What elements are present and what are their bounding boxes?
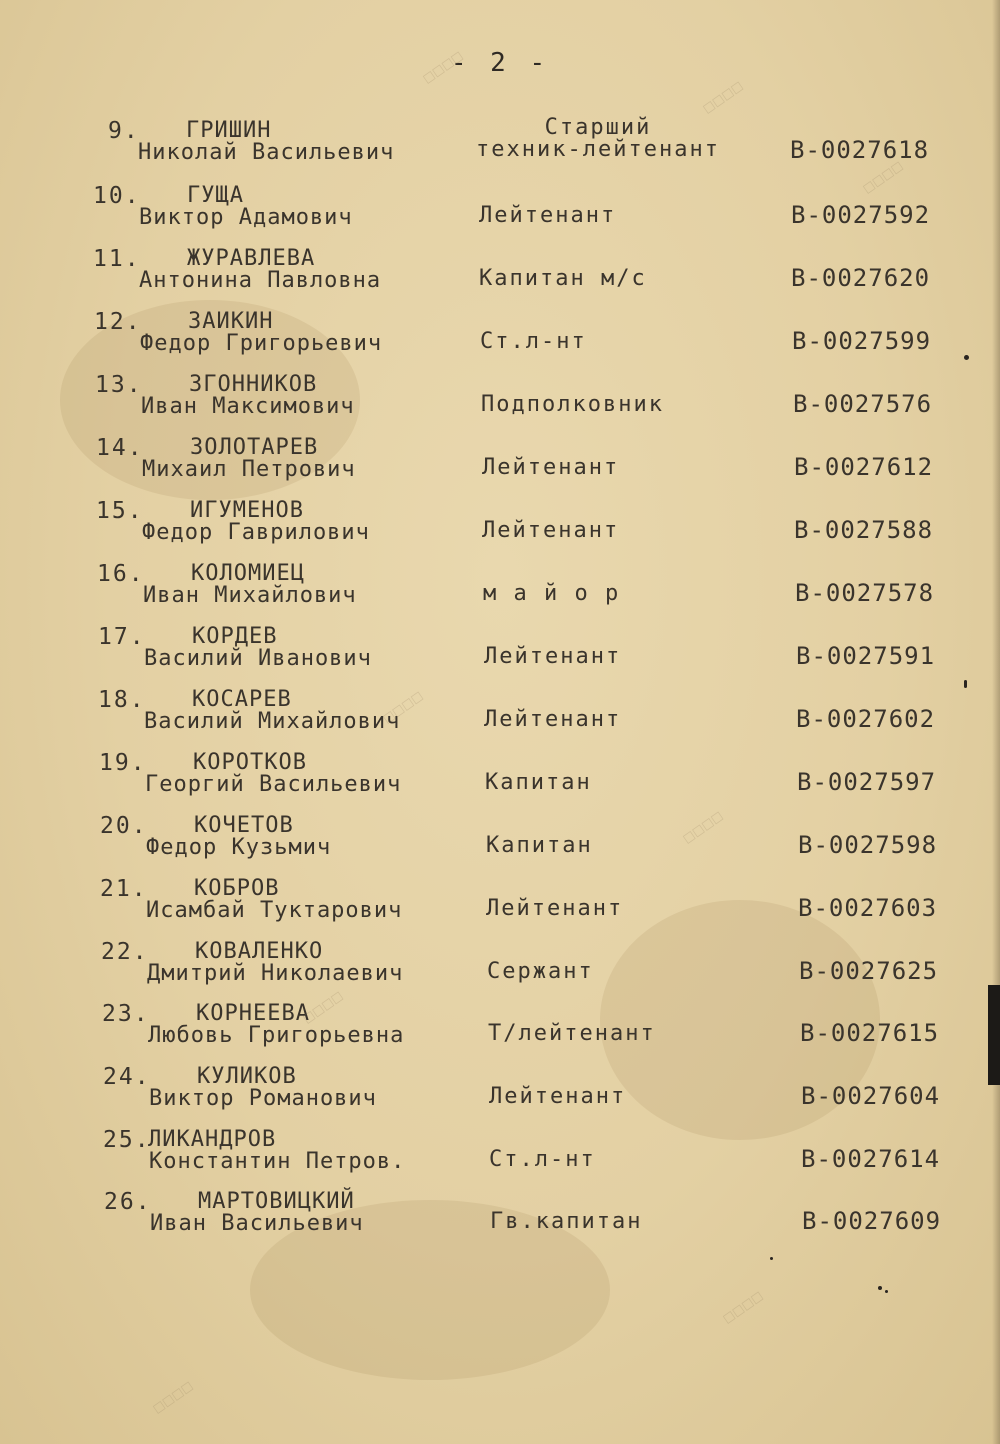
- entry-rank: Гв.капитан: [490, 1209, 643, 1234]
- entry-given-names: Федор Кузьмич: [146, 835, 332, 860]
- entry-rank: Лейтенант: [482, 518, 620, 543]
- entry-given-names: Виктор Адамович: [139, 205, 353, 230]
- list-item: [0, 435, 1000, 497]
- entry-certificate-code: В-0027591: [796, 642, 936, 670]
- watermark: □□□□: [720, 1288, 766, 1326]
- entry-surname: КОВАЛЕНКО: [195, 939, 324, 964]
- entry-surname: ЛИКАНДРОВ: [148, 1127, 277, 1152]
- entry-number: 19.: [99, 750, 147, 776]
- list-item: [0, 813, 1000, 875]
- entry-certificate-code: В-0027592: [791, 201, 931, 229]
- entry-certificate-code: В-0027604: [801, 1082, 941, 1110]
- list-item: [0, 750, 1000, 812]
- entry-given-names: Иван Михайлович: [143, 583, 357, 608]
- entry-number: 14.: [96, 435, 144, 461]
- entry-surname: ИГУМЕНОВ: [190, 498, 304, 523]
- ink-dot: [878, 1286, 882, 1290]
- entry-rank: Сержант: [487, 959, 594, 984]
- entry-given-names: Любовь Григорьевна: [148, 1023, 405, 1048]
- entry-certificate-code: В-0027588: [794, 516, 934, 544]
- entry-surname: КУЛИКОВ: [197, 1064, 297, 1089]
- entry-number: 15.: [96, 498, 144, 524]
- entry-surname: КОРДЕВ: [192, 624, 278, 649]
- list-item: [0, 498, 1000, 560]
- entry-certificate-code: В-0027597: [797, 768, 937, 796]
- entry-given-names: Дмитрий Николаевич: [147, 961, 404, 986]
- entry-rank: Капитан: [485, 770, 592, 795]
- entry-surname: ЗОЛОТАРЕВ: [190, 435, 319, 460]
- entry-rank: Лейтенант: [479, 203, 617, 228]
- entry-given-names: Иван Максимович: [141, 394, 355, 419]
- entry-surname: КОРОТКОВ: [193, 750, 307, 775]
- entry-certificate-code: В-0027603: [798, 894, 938, 922]
- entry-rank: Лейтенант: [482, 455, 620, 480]
- entry-number: 26.: [104, 1189, 152, 1215]
- entry-rank: [468, 117, 728, 161]
- watermark: □□□□: [420, 48, 466, 86]
- entry-given-names: Виктор Романович: [149, 1086, 377, 1111]
- list-item: [0, 372, 1000, 434]
- list-item: [0, 1127, 1000, 1189]
- watermark: □□□□: [300, 988, 346, 1026]
- entry-surname: КОЛОМИЕЦ: [191, 561, 305, 586]
- list-item: [0, 309, 1000, 371]
- entry-rank: Лейтенант: [486, 896, 624, 921]
- entry-number: 22.: [101, 939, 149, 965]
- list-item: [0, 183, 1000, 245]
- entry-certificate-code: В-0027598: [798, 831, 938, 859]
- entry-certificate-code: В-0027614: [801, 1145, 941, 1173]
- ink-dot: [885, 1290, 888, 1293]
- entry-rank: Т/лейтенант: [488, 1021, 656, 1046]
- watermark: □□□□: [700, 78, 746, 116]
- list-item: [0, 1064, 1000, 1126]
- entry-certificate-code: В-0027615: [800, 1019, 940, 1047]
- entry-surname: КОРНЕЕВА: [196, 1001, 310, 1026]
- entry-given-names: Антонина Павловна: [139, 268, 382, 293]
- entry-certificate-code: В-0027576: [793, 390, 933, 418]
- entry-surname: ЗАИКИН: [188, 309, 274, 334]
- list-item: [0, 1001, 1000, 1063]
- entry-surname: ГУЩА: [187, 183, 244, 208]
- entry-surname: ГРИШИН: [186, 118, 272, 143]
- entry-number: 20.: [100, 813, 148, 839]
- list-item: [0, 939, 1000, 1001]
- watermark: □□□□: [150, 1378, 196, 1416]
- entry-number: 18.: [98, 687, 146, 713]
- list-item: [0, 246, 1000, 308]
- entry-rank: Капитан: [486, 833, 593, 858]
- entry-number: 17.: [98, 624, 146, 650]
- entry-number: 11.: [93, 246, 141, 272]
- entry-rank: Лейтенант: [484, 644, 622, 669]
- list-item: [0, 687, 1000, 749]
- entry-rank: Подполковник: [481, 392, 664, 417]
- entry-given-names: Василий Иванович: [144, 646, 372, 671]
- entry-given-names: Федор Гаврилович: [142, 520, 370, 545]
- entry-surname: ЖУРАВЛЕВА: [187, 246, 316, 271]
- entry-surname: МАРТОВИЦКИЙ: [198, 1189, 355, 1214]
- list-item: [0, 876, 1000, 938]
- watermark: □□□□: [680, 808, 726, 846]
- entry-number: 9.: [108, 118, 140, 144]
- entry-certificate-code: В-0027620: [791, 264, 931, 292]
- entry-given-names: Иван Васильевич: [150, 1211, 364, 1236]
- entry-number: 10.: [93, 183, 141, 209]
- ink-dot: [770, 1257, 773, 1260]
- entry-certificate-code: В-0027612: [794, 453, 934, 481]
- entry-rank: Капитан м/с: [479, 266, 647, 291]
- entry-surname: ЗГОННИКОВ: [189, 372, 318, 397]
- entry-rank: Лейтенант: [484, 707, 622, 732]
- entry-certificate-code: В-0027602: [796, 705, 936, 733]
- entry-given-names: Василий Михайлович: [144, 709, 401, 734]
- entry-given-names: Федор Григорьевич: [140, 331, 383, 356]
- entry-given-names: Михаил Петрович: [142, 457, 356, 482]
- entry-number: 21.: [100, 876, 148, 902]
- entry-certificate-code: В-0027618: [790, 136, 930, 164]
- entry-surname: КОЧЕТОВ: [194, 813, 294, 838]
- entry-given-names: Николай Васильевич: [138, 140, 395, 165]
- list-item: [0, 561, 1000, 623]
- entry-certificate-code: В-0027578: [795, 579, 935, 607]
- page-number: - 2 -: [450, 48, 550, 78]
- entry-number: 16.: [97, 561, 145, 587]
- entry-rank-line: Старший: [544, 115, 652, 140]
- entry-number: 12.: [94, 309, 142, 335]
- watermark: □□□□: [860, 158, 906, 196]
- entry-number: 13.: [95, 372, 143, 398]
- entry-given-names: Исамбай Туктарович: [146, 898, 403, 923]
- entry-rank: Ст.л-нт: [489, 1147, 596, 1172]
- entry-certificate-code: В-0027609: [802, 1207, 942, 1235]
- entry-rank: Лейтенант: [489, 1084, 627, 1109]
- entry-given-names: Константин Петров.: [149, 1149, 406, 1174]
- entry-certificate-code: В-0027599: [792, 327, 932, 355]
- list-item: [0, 115, 1000, 180]
- entry-certificate-code: В-0027625: [799, 957, 939, 985]
- entry-surname: КОБРОВ: [194, 876, 280, 901]
- entry-number: 24.: [103, 1064, 151, 1090]
- entry-rank: м а й о р: [483, 581, 621, 606]
- entry-number: 25.: [103, 1127, 151, 1153]
- entry-surname: КОСАРЕВ: [192, 687, 292, 712]
- watermark: □□□□: [380, 688, 426, 726]
- entry-rank-line: техник-лейтенант: [476, 137, 720, 162]
- entry-given-names: Георгий Васильевич: [145, 772, 402, 797]
- entry-number: 23.: [102, 1001, 150, 1027]
- entry-rank: Ст.л-нт: [480, 329, 587, 354]
- list-item: [0, 1189, 1000, 1251]
- list-item: [0, 624, 1000, 686]
